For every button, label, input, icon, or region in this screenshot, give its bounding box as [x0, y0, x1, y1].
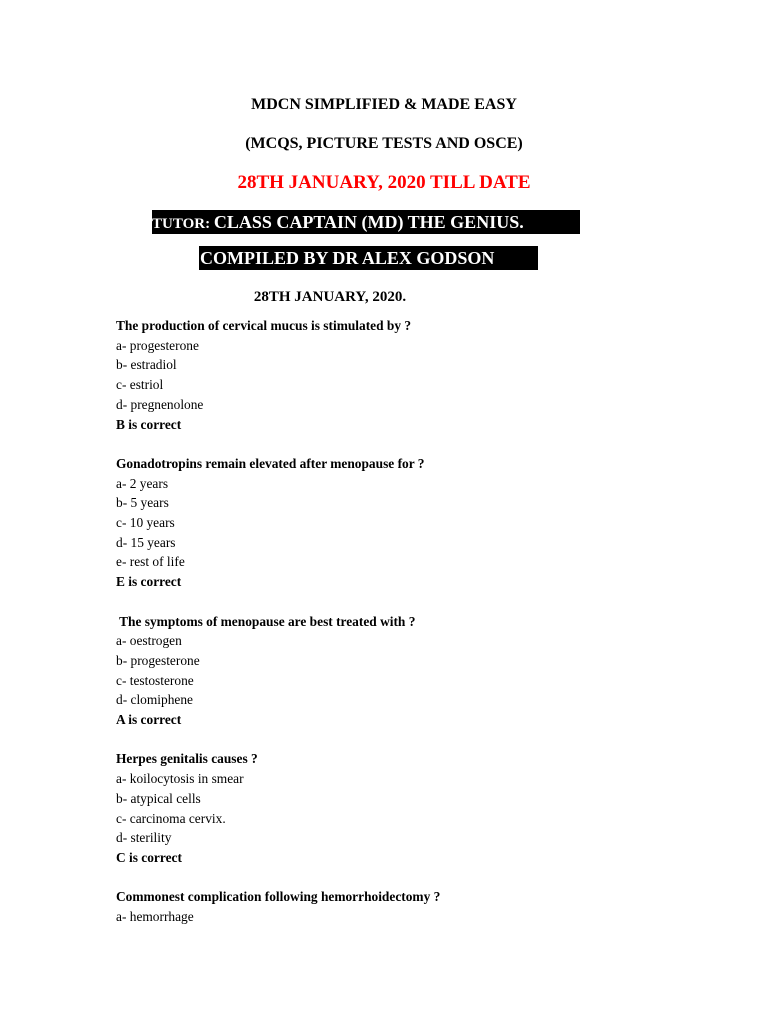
answer-option: c- 10 years — [116, 515, 175, 531]
correct-answer: E is correct — [116, 574, 182, 590]
question-list — [116, 316, 736, 946]
correct-answer: A is correct — [116, 712, 182, 728]
question-text: The symptoms of menopause are best treated with ? — [116, 613, 416, 629]
answer-option: a- 2 years — [116, 475, 169, 491]
date-range-heading: 28TH JANUARY, 2020 TILL DATE — [237, 172, 531, 193]
tutor-banner — [152, 210, 580, 234]
question-text: Herpes genitalis causes ? — [116, 751, 258, 767]
answer-option: b- 5 years — [116, 495, 169, 511]
correct-answer: B is correct — [116, 416, 182, 432]
answer-option: a- oestrogen — [116, 633, 182, 649]
document-subtitle: (MCQS, PICTURE TESTS AND OSCE) — [245, 135, 523, 152]
answer-option: a- koilocytosis in smear — [116, 771, 244, 787]
tutor-prefix: TUTOR: — [152, 216, 214, 232]
question-block — [116, 612, 736, 730]
question-block — [116, 454, 736, 592]
question-block — [116, 887, 736, 926]
answer-option: b- estradiol — [116, 357, 177, 373]
compiled-by-banner: COMPILED BY DR ALEX GODSON — [199, 246, 538, 270]
answer-option: d- clomiphene — [116, 692, 193, 708]
answer-option: c- testosterone — [116, 672, 194, 688]
answer-option: c- estriol — [116, 377, 164, 393]
question-block — [116, 316, 736, 434]
answer-option: a- progesterone — [116, 337, 199, 353]
question-block — [116, 749, 736, 867]
answer-option: e- rest of life — [116, 554, 185, 570]
answer-option: a- hemorrhage — [116, 909, 194, 925]
answer-option: d- pregnenolone — [116, 396, 204, 412]
correct-answer: C is correct — [116, 849, 182, 865]
answer-option: b- progesterone — [116, 652, 200, 668]
section-date: 28TH JANUARY, 2020. — [253, 289, 407, 305]
answer-option: d- 15 years — [116, 534, 176, 550]
question-text: Gonadotropins remain elevated after menopause for ? — [116, 455, 425, 471]
tutor-name: CLASS CAPTAIN (MD) THE GENIUS. — [213, 212, 524, 232]
question-text: The production of cervical mucus is stimulated by ? — [116, 318, 412, 333]
document-title: MDCN SIMPLIFIED & MADE EASY — [251, 96, 517, 113]
question-text: Commonest complication following hemorrhoidectomy ? — [116, 889, 441, 905]
answer-option: c- carcinoma cervix. — [116, 810, 226, 826]
answer-option: b- atypical cells — [116, 790, 201, 806]
answer-option: d- sterility — [116, 830, 172, 846]
